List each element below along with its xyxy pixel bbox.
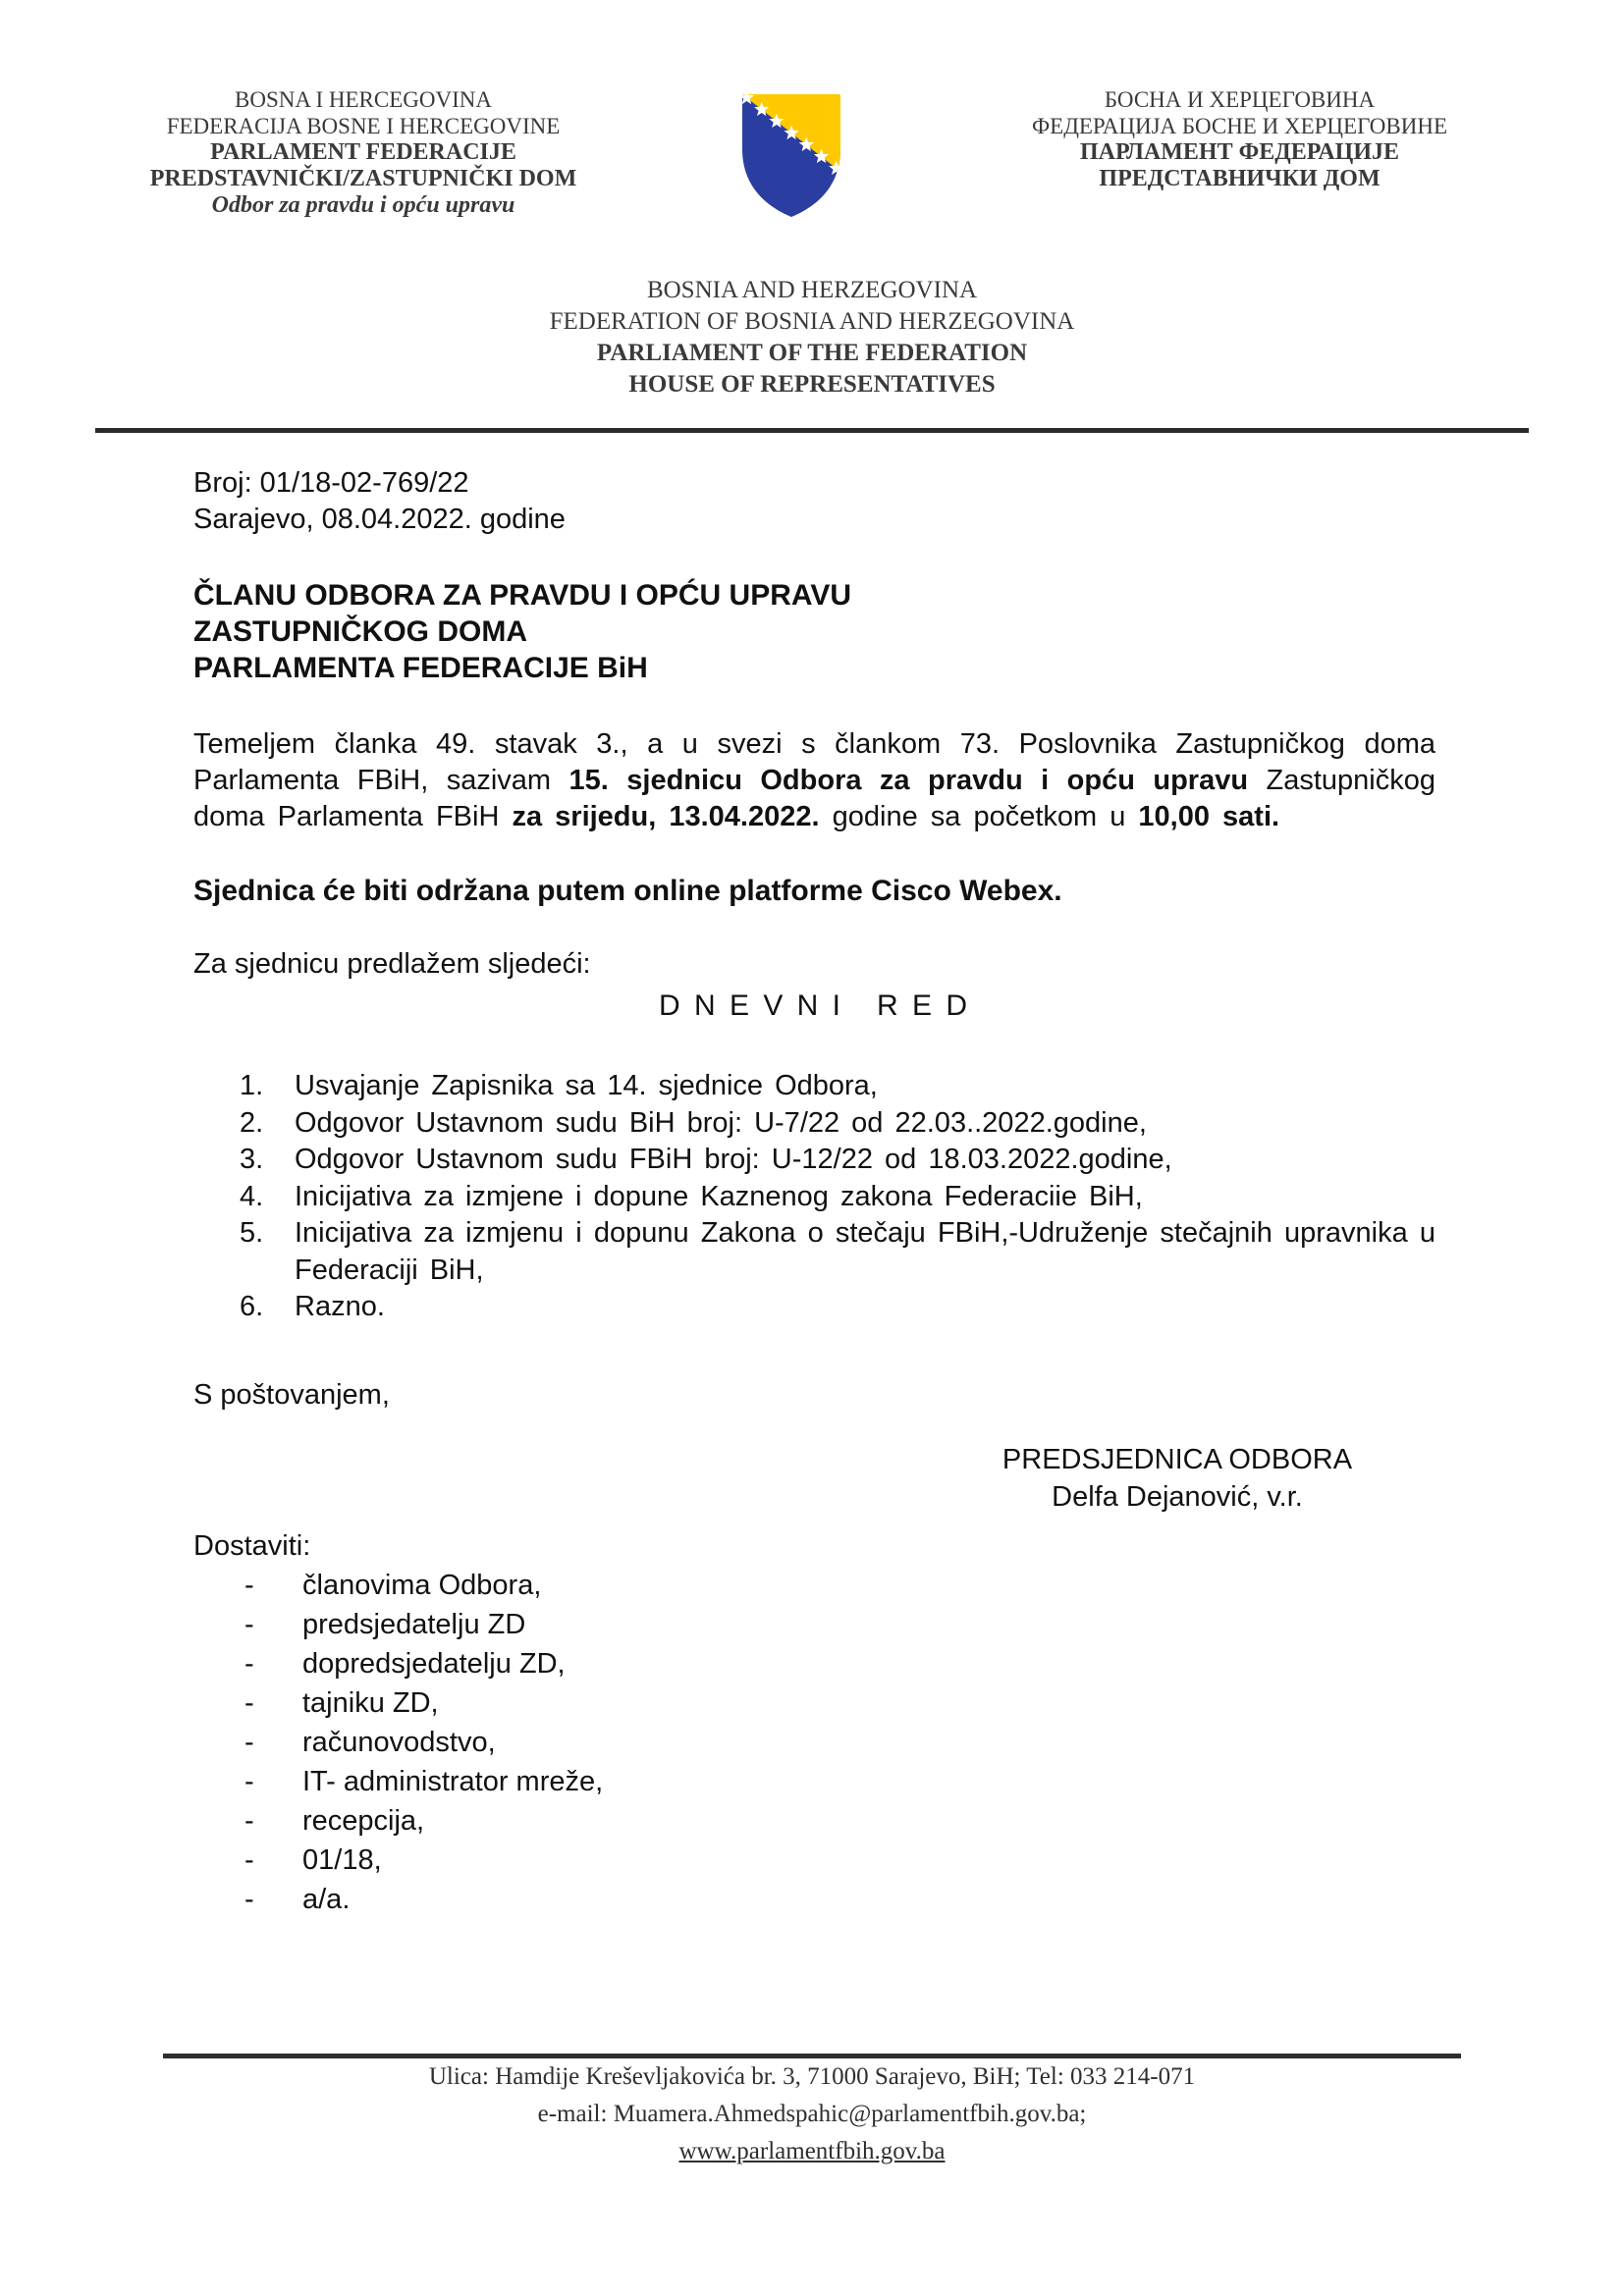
distribution-item-text: tajniku ZD, <box>302 1686 439 1719</box>
letterhead-line: FEDERACIJA BOSNE I HERCEGOVINE <box>166 114 561 138</box>
convocation-paragraph <box>193 726 1435 835</box>
session-name-bold: 15. sjednicu Odbora za pravdu i opću upravu <box>568 765 1249 796</box>
distribution-item-text: računovodstvo, <box>302 1726 496 1758</box>
intro-text: Temeljem članka 49. stavak 3., a u svezi s člankom 73. Poslovnika Zastupničkog doma Parlamenta FBiH, sazivam <box>193 728 1435 796</box>
agenda-item-text: Odgovor Ustavnom sudu BiH broj: U-7/22 od 22.03..2022.godine, <box>295 1106 1147 1139</box>
agenda-item <box>193 1289 1435 1326</box>
distribution-item-text: a/a. <box>302 1883 351 1915</box>
footer-address: Ulica: Hamdije Kreševljakovića br. 3, 71000 Sarajevo, BiH; Tel: 033 214-071 <box>428 2063 1196 2090</box>
letterhead-line: PARLAMENT FEDERACIJE <box>210 139 516 165</box>
distribution-item-text: dopredsjedatelju ZD, <box>302 1647 566 1680</box>
agenda-item <box>193 1068 1435 1105</box>
agenda-item-number: 3. <box>240 1144 264 1175</box>
closing-salutation: S poštovanjem, <box>193 1378 390 1411</box>
signature-title: PREDSJEDNICA ODBORA <box>1001 1443 1353 1475</box>
distribution-item <box>193 1762 1435 1801</box>
distribution-item-text: IT- administrator mreže, <box>302 1765 604 1797</box>
letterhead-line: PREDSTAVNIČKI/ZASTUPNIČKI DOM <box>149 166 577 191</box>
letterhead-english-block <box>409 275 1215 400</box>
place-and-date: Sarajevo, 08.04.2022. godine <box>193 504 566 535</box>
coat-of-arms-icon <box>727 86 856 224</box>
agenda-item-text: Inicijativa za izmjenu i dopunu Zakona o stečaju FBiH,-Udruženje stečajnih upravnika u Federaciji BiH, <box>295 1217 1435 1286</box>
dash-bullet: - <box>244 1569 254 1601</box>
webex-notice: Sjednica će biti održana putem online platforme Cisco Webex. <box>193 875 1062 907</box>
agenda-item-text: Razno. <box>295 1291 385 1322</box>
agenda-item-number: 2. <box>240 1106 264 1139</box>
session-time-bold: 10,00 sati. <box>1138 801 1280 832</box>
letterhead-cyrillic-block <box>962 86 1517 192</box>
agenda-item <box>193 1179 1435 1216</box>
distribution-item <box>193 1683 1435 1723</box>
distribution-label: Dostaviti: <box>193 1529 311 1562</box>
letterhead-line: БОСНА И ХЕРЦЕГОВИНА <box>1104 87 1376 112</box>
letterhead-line: ФЕДЕРАЦИЈА БОСНЕ И ХЕРЦЕГОВИНЕ <box>1031 114 1448 138</box>
signature-name: Delfa Dejanović, v.r. <box>1052 1480 1303 1513</box>
dash-bullet: - <box>244 1765 254 1797</box>
letterhead <box>0 0 1624 400</box>
letter-body <box>193 465 1435 1919</box>
coat-of-arms <box>727 86 856 224</box>
agenda-item-text: Inicijativa za izmjene i dopune Kaznenog zakona Federaciie BiH, <box>295 1180 1143 1212</box>
proposal-line: Za sjednicu predlažem sljedeći: <box>193 948 591 980</box>
distribution-item <box>193 1801 1435 1841</box>
letterhead-committee-line: Odbor za pravdu i opću upravu <box>211 192 515 218</box>
agenda-item-number: 6. <box>240 1291 264 1322</box>
distribution-item <box>193 1644 1435 1683</box>
footer-email: e-mail: Muamera.Ahmedspahic@parlamentfbih.gov.ba; <box>537 2101 1087 2127</box>
distribution-item <box>193 1723 1435 1762</box>
distribution-item-text: recepcija, <box>302 1804 425 1837</box>
dash-bullet: - <box>244 1608 254 1640</box>
agenda-item-text: Odgovor Ustavnom sudu FBiH broj: U-12/22 od 18.03.2022.godine, <box>295 1144 1172 1175</box>
dash-bullet: - <box>244 1804 254 1837</box>
distribution-block <box>193 1526 1435 1919</box>
intro-text: godine sa početkom u <box>819 801 1139 832</box>
agenda-item-text: Usvajanje Zapisnika sa 14. sjednice Odbora, <box>295 1070 878 1101</box>
page-footer <box>0 2054 1624 2170</box>
recipient-line: ZASTUPNIČKOG DOMA <box>193 615 527 648</box>
letterhead-line: ПАРЛАМЕНТ ФЕДЕРАЦИЈЕ <box>1079 139 1400 165</box>
letterhead-line: ПРЕДСТАВНИЧКИ ДОМ <box>1099 166 1380 191</box>
dash-bullet: - <box>244 1726 254 1758</box>
session-date-bold: za srijedu, 13.04.2022. <box>512 801 820 832</box>
dash-bullet: - <box>244 1686 254 1719</box>
distribution-item-text: članovima Odbora, <box>302 1569 542 1601</box>
recipient-block <box>193 577 1435 686</box>
distribution-item <box>193 1880 1435 1919</box>
intro-text: Zastupničkog doma Parlamenta FBiH <box>193 765 1435 832</box>
agenda-list <box>193 1068 1435 1326</box>
dash-bullet: - <box>244 1883 254 1915</box>
dash-bullet: - <box>244 1843 254 1876</box>
distribution-item-text: 01/18, <box>302 1843 382 1876</box>
letterhead-line: BOSNA I HERCEGOVINA <box>235 87 492 112</box>
distribution-item-text: predsjedatelju ZD <box>302 1608 526 1640</box>
letterhead-divider <box>95 428 1529 433</box>
letterhead-row <box>0 86 1624 224</box>
letterhead-bosnian-block <box>69 86 658 219</box>
distribution-item <box>193 1605 1435 1644</box>
letterhead-line: HOUSE OF REPRESENTATIVES <box>628 371 996 398</box>
letterhead-line: PARLIAMENT OF THE FEDERATION <box>596 340 1028 366</box>
agenda-item-number: 1. <box>240 1070 264 1101</box>
recipient-line: PARLAMENTA FEDERACIJE BiH <box>193 652 648 684</box>
letterhead-line: BOSNIA AND HERZEGOVINA <box>646 277 978 303</box>
distribution-item <box>193 1841 1435 1880</box>
dash-bullet: - <box>244 1647 254 1680</box>
agenda-item <box>193 1215 1435 1289</box>
recipient-line: ČLANU ODBORA ZA PRAVDU I OPĆU UPRAVU <box>193 579 852 612</box>
signature-block <box>922 1441 1433 1516</box>
distribution-item <box>193 1566 1435 1605</box>
agenda-item <box>193 1142 1435 1179</box>
agenda-item <box>193 1105 1435 1143</box>
agenda-item-number: 5. <box>240 1217 264 1249</box>
agenda-item-number: 4. <box>240 1180 264 1212</box>
reference-number: Broj: 01/18-02-769/22 <box>193 467 469 499</box>
letterhead-line: FEDERATION OF BOSNIA AND HERZEGOVINA <box>549 308 1075 335</box>
agenda-title: D N E V N I R E D <box>658 989 971 1022</box>
footer-website-link[interactable]: www.parlamentfbih.gov.ba <box>678 2138 946 2164</box>
